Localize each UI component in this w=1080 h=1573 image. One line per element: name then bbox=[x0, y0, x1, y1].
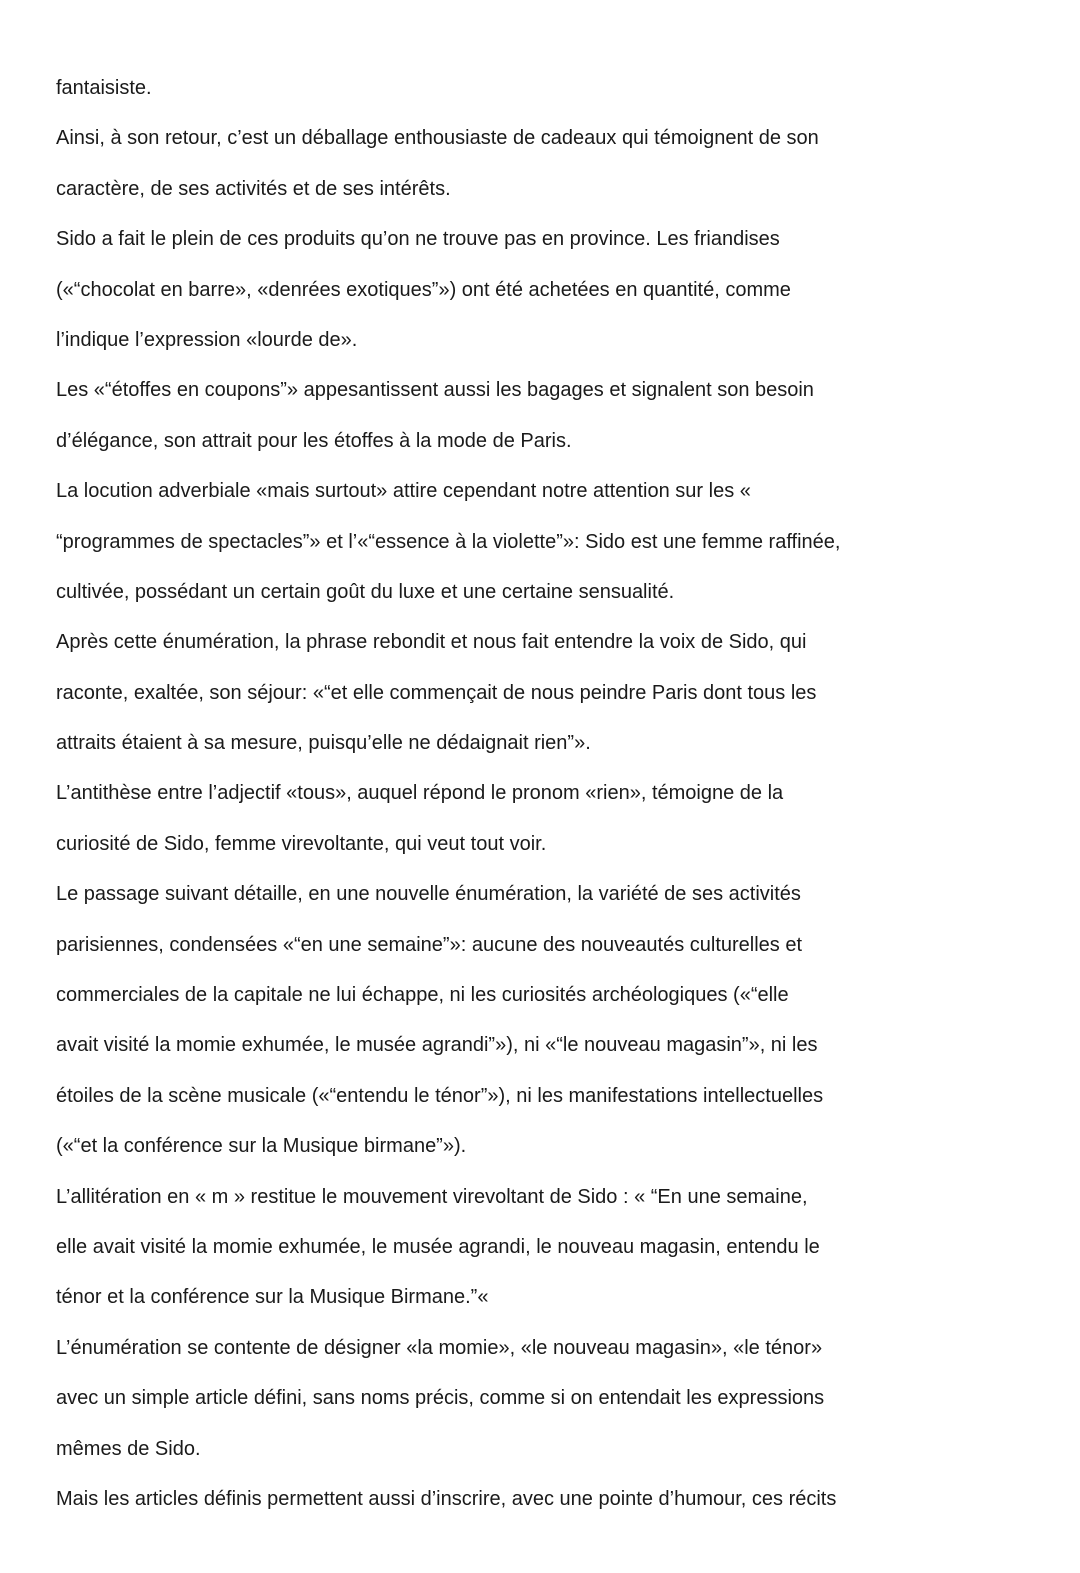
text-line: “programmes de spectacles”» et l’«“essence à la violette”»: Sido est une femme raffinée, bbox=[56, 530, 841, 553]
text-line: d’élégance, son attrait pour les étoffes à la mode de Paris. bbox=[56, 429, 572, 452]
text-line: curiosité de Sido, femme virevoltante, qui veut tout voir. bbox=[56, 832, 547, 855]
text-line: Mais les articles définis permettent aussi d’inscrire, avec une pointe d’humour, ces récits bbox=[56, 1487, 837, 1510]
text-line: parisiennes, condensées «“en une semaine”»: aucune des nouveautés culturelles et bbox=[56, 933, 803, 956]
text-line: («“et la conférence sur la Musique birmane”»). bbox=[56, 1135, 467, 1158]
text-line: Ainsi, à son retour, c’est un déballage enthousiaste de cadeaux qui témoignent de son bbox=[56, 127, 819, 150]
text-line: L’énumération se contente de désigner «la momie», «le nouveau magasin», «le ténor» bbox=[56, 1336, 823, 1359]
text-line: Le passage suivant détaille, en une nouvelle énumération, la variété de ses activités bbox=[56, 883, 801, 906]
text-line: ténor et la conférence sur la Musique Birmane.”« bbox=[56, 1286, 489, 1309]
text-line: caractère, de ses activités et de ses intérêts. bbox=[56, 177, 451, 200]
text-line: La locution adverbiale «mais surtout» attire cependant notre attention sur les « bbox=[56, 480, 751, 503]
document-body-text bbox=[56, 63, 1046, 1524]
text-line: l’indique l’expression «lourde de». bbox=[56, 328, 358, 351]
text-line: Sido a fait le plein de ces produits qu’on ne trouve pas en province. Les friandises bbox=[56, 228, 780, 251]
text-line: cultivée, possédant un certain goût du luxe et une certaine sensualité. bbox=[56, 580, 675, 603]
text-line: («“chocolat en barre», «denrées exotiques”») ont été achetées en quantité, comme bbox=[56, 278, 791, 301]
text-line: avait visité la momie exhumée, le musée agrandi”»), ni «“le nouveau magasin”», ni les bbox=[56, 1034, 818, 1057]
text-line: étoiles de la scène musicale («“entendu le ténor”»), ni les manifestations intellectuelles bbox=[56, 1084, 824, 1107]
text-line: raconte, exaltée, son séjour: «“et elle commençait de nous peindre Paris dont tous les bbox=[56, 681, 817, 704]
text-line: attraits étaient à sa mesure, puisqu’elle ne dédaignait rien”». bbox=[56, 732, 591, 755]
text-line: fantaisiste. bbox=[56, 77, 152, 99]
text-line: L’antithèse entre l’adjectif «tous», auquel répond le pronom «rien», témoigne de la bbox=[56, 782, 784, 805]
text-line: commerciales de la capitale ne lui échappe, ni les curiosités archéologiques («“elle bbox=[56, 984, 789, 1007]
text-line: mêmes de Sido. bbox=[56, 1437, 201, 1460]
text-line: Après cette énumération, la phrase rebondit et nous fait entendre la voix de Sido, qui bbox=[56, 631, 807, 654]
text-line: avec un simple article défini, sans noms précis, comme si on entendait les expressions bbox=[56, 1387, 825, 1410]
text-line: Les «“étoffes en coupons”» appesantissent aussi les bagages et signalent son besoin bbox=[56, 379, 814, 402]
text-line: elle avait visité la momie exhumée, le musée agrandi, le nouveau magasin, entendu le bbox=[56, 1235, 820, 1258]
text-line: L’allitération en « m » restitue le mouvement virevoltant de Sido : « “En une semaine, bbox=[56, 1185, 808, 1208]
